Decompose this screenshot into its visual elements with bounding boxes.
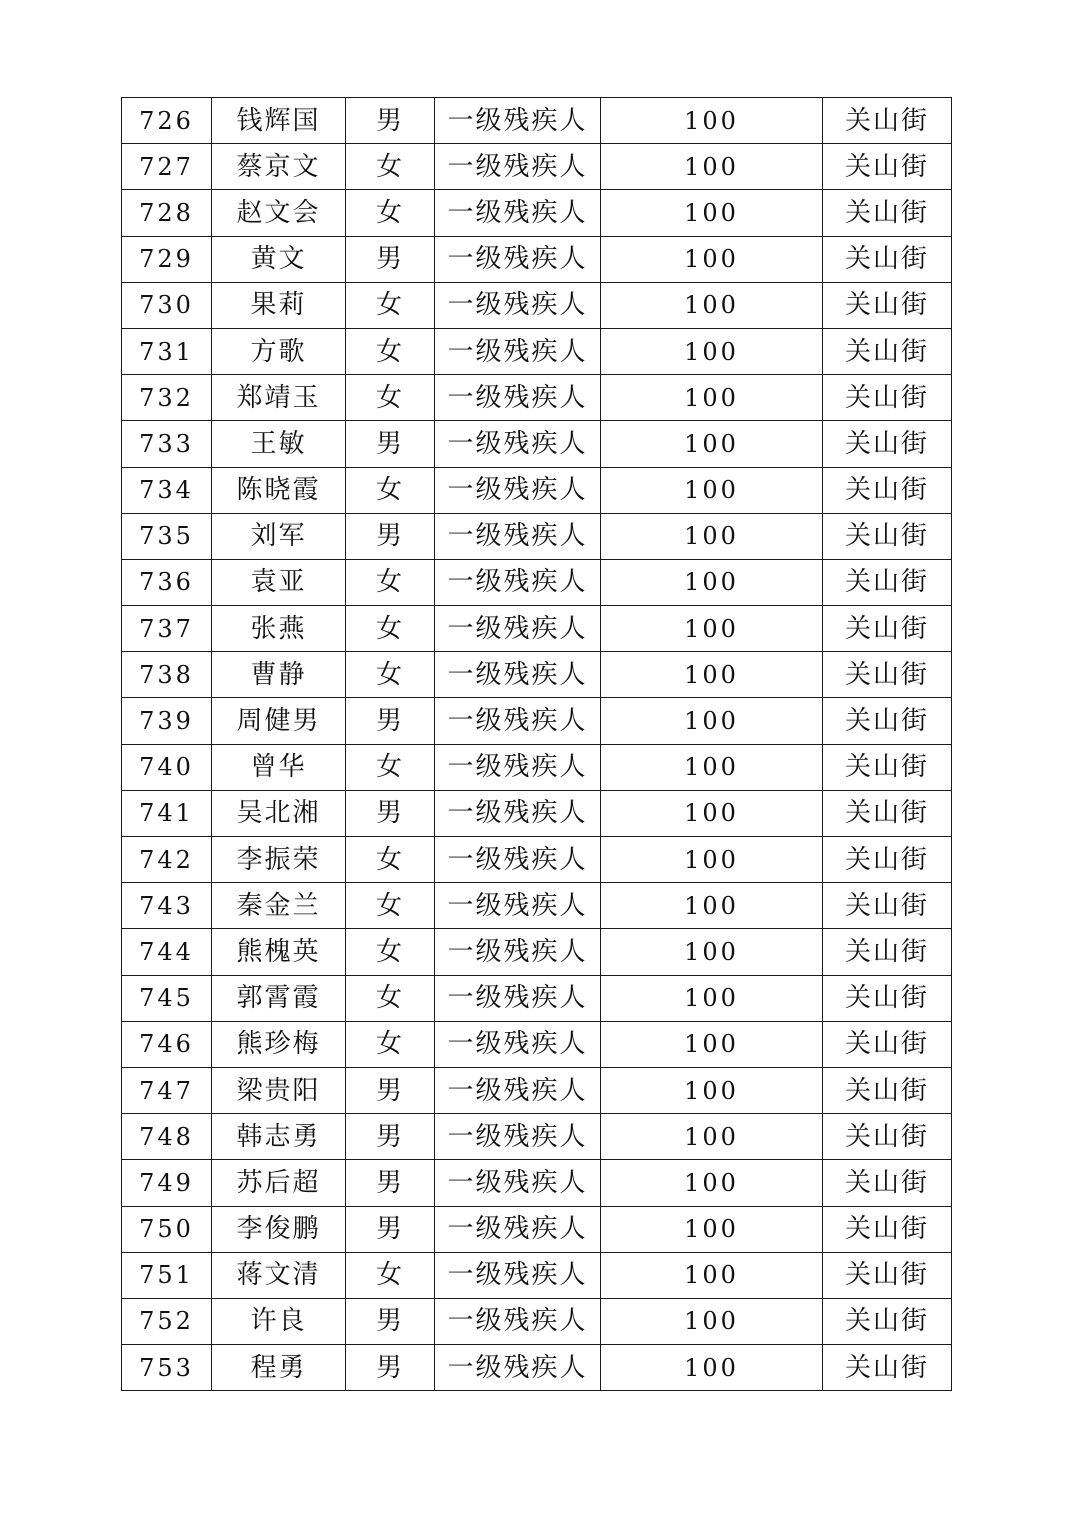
table-row bbox=[122, 1160, 952, 1206]
cell-gender: 女 bbox=[346, 190, 435, 236]
table-row bbox=[122, 144, 952, 190]
cell-street: 关山街 bbox=[823, 190, 952, 236]
cell-amount: 100 bbox=[601, 328, 823, 374]
cell-gender: 男 bbox=[346, 1067, 435, 1113]
table-body bbox=[122, 98, 952, 1391]
cell-street: 关山街 bbox=[823, 975, 952, 1021]
cell-name: 蒋文清 bbox=[212, 1252, 346, 1298]
cell-street: 关山街 bbox=[823, 1021, 952, 1067]
cell-number: 742 bbox=[122, 837, 212, 883]
cell-amount: 100 bbox=[601, 421, 823, 467]
cell-amount: 100 bbox=[601, 1298, 823, 1344]
cell-name: 果莉 bbox=[212, 282, 346, 328]
cell-name: 熊槐英 bbox=[212, 929, 346, 975]
cell-category: 一级残疾人 bbox=[435, 929, 601, 975]
cell-name: 赵文会 bbox=[212, 190, 346, 236]
cell-name: 曾华 bbox=[212, 744, 346, 790]
cell-amount: 100 bbox=[601, 1206, 823, 1252]
cell-amount: 100 bbox=[601, 236, 823, 282]
cell-category: 一级残疾人 bbox=[435, 652, 601, 698]
cell-amount: 100 bbox=[601, 1021, 823, 1067]
cell-number: 735 bbox=[122, 513, 212, 559]
cell-category: 一级残疾人 bbox=[435, 282, 601, 328]
table-row bbox=[122, 513, 952, 559]
cell-gender: 女 bbox=[346, 837, 435, 883]
cell-amount: 100 bbox=[601, 744, 823, 790]
table-row bbox=[122, 421, 952, 467]
table-row bbox=[122, 1067, 952, 1113]
cell-gender: 女 bbox=[346, 282, 435, 328]
cell-number: 741 bbox=[122, 790, 212, 836]
cell-street: 关山街 bbox=[823, 652, 952, 698]
cell-number: 750 bbox=[122, 1206, 212, 1252]
cell-street: 关山街 bbox=[823, 513, 952, 559]
cell-number: 751 bbox=[122, 1252, 212, 1298]
cell-gender: 女 bbox=[346, 975, 435, 1021]
cell-number: 744 bbox=[122, 929, 212, 975]
table-row bbox=[122, 1114, 952, 1160]
table-row bbox=[122, 1345, 952, 1391]
cell-name: 李俊鹏 bbox=[212, 1206, 346, 1252]
table-row bbox=[122, 790, 952, 836]
cell-amount: 100 bbox=[601, 513, 823, 559]
cell-category: 一级残疾人 bbox=[435, 1114, 601, 1160]
table-row bbox=[122, 744, 952, 790]
cell-amount: 100 bbox=[601, 698, 823, 744]
cell-number: 726 bbox=[122, 98, 212, 144]
cell-street: 关山街 bbox=[823, 467, 952, 513]
cell-name: 袁亚 bbox=[212, 559, 346, 605]
cell-name: 方歌 bbox=[212, 328, 346, 374]
table-row bbox=[122, 236, 952, 282]
cell-category: 一级残疾人 bbox=[435, 1252, 601, 1298]
cell-number: 748 bbox=[122, 1114, 212, 1160]
cell-amount: 100 bbox=[601, 282, 823, 328]
cell-number: 728 bbox=[122, 190, 212, 236]
cell-category: 一级残疾人 bbox=[435, 1206, 601, 1252]
cell-amount: 100 bbox=[601, 790, 823, 836]
cell-amount: 100 bbox=[601, 559, 823, 605]
cell-gender: 女 bbox=[346, 1252, 435, 1298]
cell-gender: 女 bbox=[346, 144, 435, 190]
table-row bbox=[122, 652, 952, 698]
cell-street: 关山街 bbox=[823, 236, 952, 282]
cell-street: 关山街 bbox=[823, 790, 952, 836]
cell-name: 王敏 bbox=[212, 421, 346, 467]
cell-category: 一级残疾人 bbox=[435, 144, 601, 190]
cell-name: 梁贵阳 bbox=[212, 1067, 346, 1113]
cell-category: 一级残疾人 bbox=[435, 606, 601, 652]
cell-number: 738 bbox=[122, 652, 212, 698]
cell-street: 关山街 bbox=[823, 282, 952, 328]
cell-gender: 男 bbox=[346, 421, 435, 467]
cell-street: 关山街 bbox=[823, 559, 952, 605]
cell-street: 关山街 bbox=[823, 883, 952, 929]
cell-category: 一级残疾人 bbox=[435, 1067, 601, 1113]
cell-category: 一级残疾人 bbox=[435, 1345, 601, 1391]
cell-category: 一级残疾人 bbox=[435, 883, 601, 929]
cell-number: 733 bbox=[122, 421, 212, 467]
cell-name: 熊珍梅 bbox=[212, 1021, 346, 1067]
table-row bbox=[122, 98, 952, 144]
cell-street: 关山街 bbox=[823, 1345, 952, 1391]
table-row bbox=[122, 975, 952, 1021]
cell-number: 740 bbox=[122, 744, 212, 790]
cell-amount: 100 bbox=[601, 652, 823, 698]
table-row bbox=[122, 929, 952, 975]
cell-number: 731 bbox=[122, 328, 212, 374]
cell-category: 一级残疾人 bbox=[435, 513, 601, 559]
cell-street: 关山街 bbox=[823, 1298, 952, 1344]
cell-name: 秦金兰 bbox=[212, 883, 346, 929]
cell-amount: 100 bbox=[601, 929, 823, 975]
cell-amount: 100 bbox=[601, 606, 823, 652]
cell-street: 关山街 bbox=[823, 698, 952, 744]
cell-street: 关山街 bbox=[823, 144, 952, 190]
table-row bbox=[122, 1252, 952, 1298]
table-row bbox=[122, 837, 952, 883]
table-row bbox=[122, 282, 952, 328]
cell-street: 关山街 bbox=[823, 837, 952, 883]
cell-number: 729 bbox=[122, 236, 212, 282]
cell-category: 一级残疾人 bbox=[435, 1298, 601, 1344]
cell-name: 郑靖玉 bbox=[212, 375, 346, 421]
cell-number: 739 bbox=[122, 698, 212, 744]
cell-amount: 100 bbox=[601, 190, 823, 236]
cell-street: 关山街 bbox=[823, 1252, 952, 1298]
cell-street: 关山街 bbox=[823, 421, 952, 467]
cell-number: 727 bbox=[122, 144, 212, 190]
cell-number: 730 bbox=[122, 282, 212, 328]
cell-gender: 男 bbox=[346, 98, 435, 144]
cell-gender: 男 bbox=[346, 1114, 435, 1160]
cell-street: 关山街 bbox=[823, 1160, 952, 1206]
cell-name: 刘军 bbox=[212, 513, 346, 559]
cell-number: 743 bbox=[122, 883, 212, 929]
table-row bbox=[122, 606, 952, 652]
table-row bbox=[122, 559, 952, 605]
cell-name: 陈晓霞 bbox=[212, 467, 346, 513]
cell-category: 一级残疾人 bbox=[435, 98, 601, 144]
table-row bbox=[122, 1206, 952, 1252]
cell-gender: 男 bbox=[346, 790, 435, 836]
cell-street: 关山街 bbox=[823, 1206, 952, 1252]
cell-category: 一级残疾人 bbox=[435, 698, 601, 744]
table-row bbox=[122, 190, 952, 236]
cell-name: 张燕 bbox=[212, 606, 346, 652]
cell-amount: 100 bbox=[601, 975, 823, 1021]
cell-gender: 男 bbox=[346, 1206, 435, 1252]
cell-street: 关山街 bbox=[823, 328, 952, 374]
table-row bbox=[122, 1021, 952, 1067]
cell-gender: 男 bbox=[346, 1298, 435, 1344]
cell-amount: 100 bbox=[601, 375, 823, 421]
table-row bbox=[122, 375, 952, 421]
cell-number: 732 bbox=[122, 375, 212, 421]
cell-category: 一级残疾人 bbox=[435, 421, 601, 467]
cell-amount: 100 bbox=[601, 1345, 823, 1391]
cell-number: 752 bbox=[122, 1298, 212, 1344]
cell-number: 734 bbox=[122, 467, 212, 513]
cell-amount: 100 bbox=[601, 144, 823, 190]
table-row bbox=[122, 1298, 952, 1344]
cell-gender: 男 bbox=[346, 1345, 435, 1391]
cell-number: 737 bbox=[122, 606, 212, 652]
cell-gender: 女 bbox=[346, 559, 435, 605]
cell-number: 745 bbox=[122, 975, 212, 1021]
cell-number: 753 bbox=[122, 1345, 212, 1391]
cell-gender: 女 bbox=[346, 375, 435, 421]
cell-number: 749 bbox=[122, 1160, 212, 1206]
cell-gender: 女 bbox=[346, 883, 435, 929]
cell-amount: 100 bbox=[601, 1160, 823, 1206]
cell-gender: 女 bbox=[346, 929, 435, 975]
cell-name: 许良 bbox=[212, 1298, 346, 1344]
cell-name: 吴北湘 bbox=[212, 790, 346, 836]
cell-gender: 男 bbox=[346, 513, 435, 559]
cell-category: 一级残疾人 bbox=[435, 1021, 601, 1067]
table-row bbox=[122, 698, 952, 744]
cell-category: 一级残疾人 bbox=[435, 467, 601, 513]
beneficiary-table bbox=[121, 97, 952, 1391]
cell-street: 关山街 bbox=[823, 1114, 952, 1160]
cell-gender: 男 bbox=[346, 698, 435, 744]
cell-gender: 男 bbox=[346, 236, 435, 282]
cell-street: 关山街 bbox=[823, 929, 952, 975]
cell-category: 一级残疾人 bbox=[435, 975, 601, 1021]
cell-category: 一级残疾人 bbox=[435, 190, 601, 236]
cell-gender: 女 bbox=[346, 744, 435, 790]
cell-gender: 女 bbox=[346, 328, 435, 374]
cell-gender: 女 bbox=[346, 606, 435, 652]
cell-amount: 100 bbox=[601, 883, 823, 929]
cell-name: 钱辉国 bbox=[212, 98, 346, 144]
cell-name: 周健男 bbox=[212, 698, 346, 744]
cell-category: 一级残疾人 bbox=[435, 375, 601, 421]
cell-street: 关山街 bbox=[823, 744, 952, 790]
cell-gender: 女 bbox=[346, 467, 435, 513]
cell-name: 苏后超 bbox=[212, 1160, 346, 1206]
cell-amount: 100 bbox=[601, 837, 823, 883]
cell-category: 一级残疾人 bbox=[435, 790, 601, 836]
table-row bbox=[122, 467, 952, 513]
table-row bbox=[122, 328, 952, 374]
cell-category: 一级残疾人 bbox=[435, 559, 601, 605]
cell-name: 曹静 bbox=[212, 652, 346, 698]
cell-amount: 100 bbox=[601, 98, 823, 144]
cell-street: 关山街 bbox=[823, 606, 952, 652]
cell-category: 一级残疾人 bbox=[435, 236, 601, 282]
cell-number: 746 bbox=[122, 1021, 212, 1067]
cell-number: 736 bbox=[122, 559, 212, 605]
cell-amount: 100 bbox=[601, 1067, 823, 1113]
cell-street: 关山街 bbox=[823, 98, 952, 144]
cell-amount: 100 bbox=[601, 1114, 823, 1160]
cell-category: 一级残疾人 bbox=[435, 837, 601, 883]
table-row bbox=[122, 883, 952, 929]
cell-name: 黄文 bbox=[212, 236, 346, 282]
cell-name: 蔡京文 bbox=[212, 144, 346, 190]
cell-category: 一级残疾人 bbox=[435, 328, 601, 374]
cell-gender: 女 bbox=[346, 652, 435, 698]
cell-gender: 男 bbox=[346, 1160, 435, 1206]
cell-name: 韩志勇 bbox=[212, 1114, 346, 1160]
cell-street: 关山街 bbox=[823, 375, 952, 421]
cell-name: 李振荣 bbox=[212, 837, 346, 883]
cell-street: 关山街 bbox=[823, 1067, 952, 1113]
cell-category: 一级残疾人 bbox=[435, 1160, 601, 1206]
cell-name: 程勇 bbox=[212, 1345, 346, 1391]
cell-name: 郭霄霞 bbox=[212, 975, 346, 1021]
cell-amount: 100 bbox=[601, 467, 823, 513]
cell-amount: 100 bbox=[601, 1252, 823, 1298]
cell-gender: 女 bbox=[346, 1021, 435, 1067]
cell-number: 747 bbox=[122, 1067, 212, 1113]
cell-category: 一级残疾人 bbox=[435, 744, 601, 790]
